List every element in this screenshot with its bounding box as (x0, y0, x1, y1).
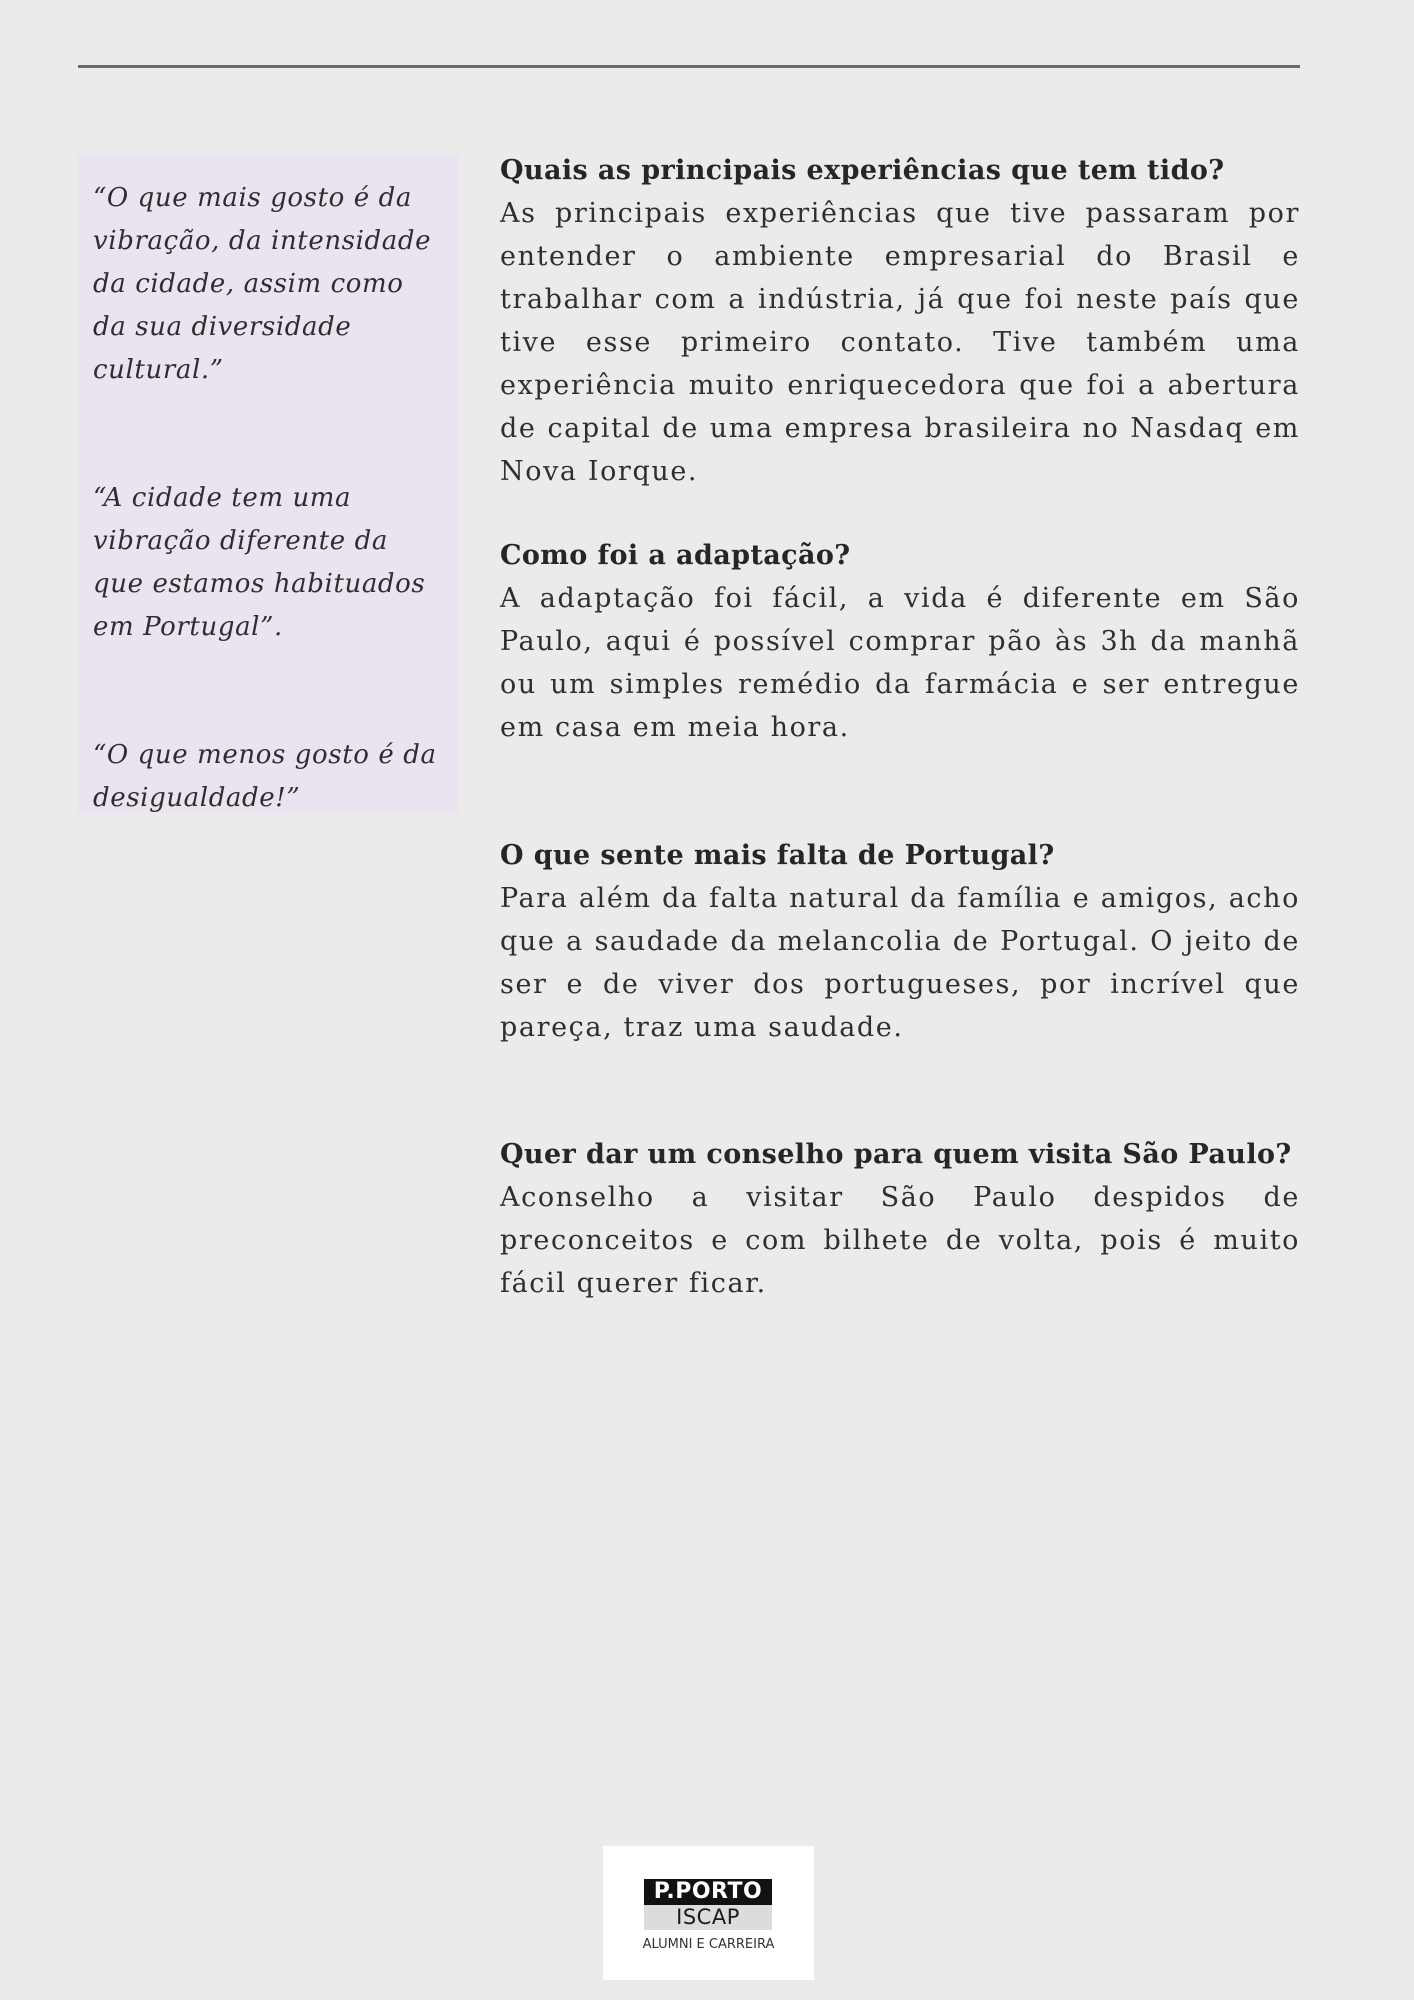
qa-block-advice (500, 1133, 1300, 1305)
logo-iscap-text: ISCAP (644, 1905, 772, 1930)
logo-pporto-text: P.PORTO (644, 1879, 772, 1905)
pull-quote: “O que menos gosto é da desigualdade!” (93, 740, 437, 813)
question-heading: Quais as principais experiências que tem tido? (500, 155, 1225, 186)
answer-paragraph: Aconselho a visitar São Paulo despidos de preconceitos e com bilhete de volta, pois é muito fácil querer ficar. (500, 1182, 1300, 1299)
pull-quote: “A cidade tem uma vibração diferente da que estamos habituados em Portugal”. (93, 483, 426, 642)
top-divider (78, 65, 1300, 68)
answer-paragraph: Para além da falta natural da família e amigos, acho que a saudade da melancolia de Portugal. O jeito de ser e de viver dos portugueses, por incrível que pareça, traz uma saudade. (500, 883, 1300, 1043)
question-heading: Como foi a adaptação? (500, 540, 851, 571)
iscap-alumni-logo (603, 1846, 814, 1980)
qa-block-adaptation (500, 534, 1300, 749)
question-heading: Quer dar um conselho para quem visita São Paulo? (500, 1139, 1292, 1170)
pull-quotes-box (78, 155, 459, 813)
answer-paragraph: A adaptação foi fácil, a vida é diferente em São Paulo, aqui é possível comprar pão às 3h da manhã ou um simples remédio da farmácia e ser entregue em casa em meia hora. (500, 583, 1300, 743)
pull-quote: “O que mais gosto é da vibração, da intensidade da cidade, assim como da sua diversidade cultural.” (93, 183, 432, 385)
qa-block-missing-portugal (500, 834, 1300, 1049)
logo-alumni-text: ALUMNI E CARREIRA (642, 1937, 775, 1952)
question-heading: O que sente mais falta de Portugal? (500, 840, 1055, 871)
answer-paragraph: As principais experiências que tive passaram por entender o ambiente empresarial do Brasil e trabalhar com a indústria, já que foi neste país que tive esse primeiro contato. Tive também uma experiência muito enriquecedora que foi a abertura de capital de uma empresa brasileira no Nasdaq em Nova Iorque. (500, 198, 1300, 487)
qa-block-experiences (500, 149, 1300, 493)
